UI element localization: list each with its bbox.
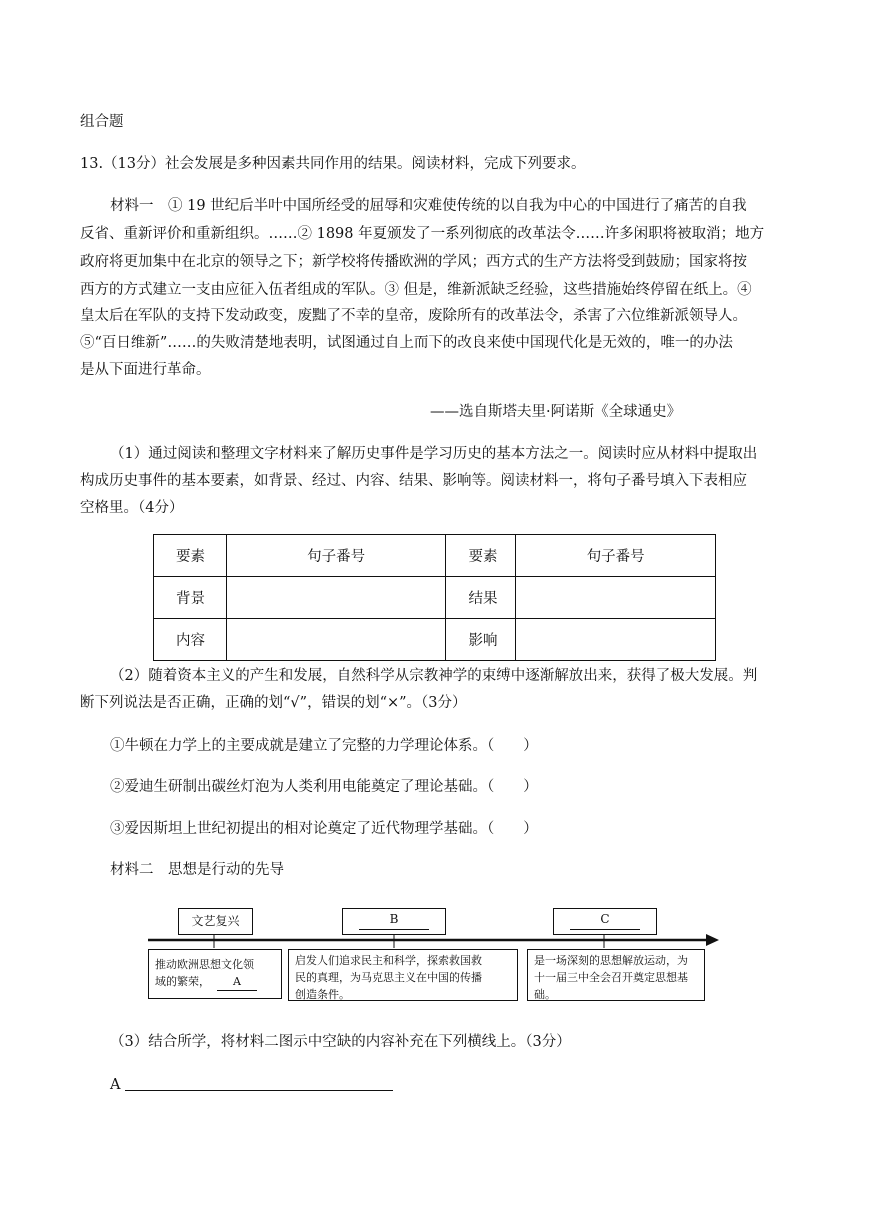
table-row [154,577,716,619]
table-header-cell: 要素 [154,535,227,577]
bottom-box-line: 启发人们追求民主和科学，探索救国救 [295,954,482,967]
table-cell-label: 影响 [446,619,516,661]
bottom-box-b [288,949,518,1001]
table-cell-label: 背景 [154,577,227,619]
blank-c-label: C [570,909,640,930]
table-header-row [154,535,716,577]
material1-line: 西方的方式建立一支由应征入伍者组成的军队。③ 但是，维新派缺乏经验，这些措施始终停留在纸上。④ [80,282,752,298]
table-cell-label: 内容 [154,619,227,661]
table-header-cell: 句子番号 [516,535,716,577]
material2-title: 材料二 思想是行动的先导 [110,862,284,878]
source-attribution: ——选自斯塔夫里·阿诺斯《全球通史》 [430,404,682,420]
bottom-box-line: 民的真理，为马克思主义在中国的传播 [295,971,482,984]
table-row [154,619,716,661]
section-title: 组合题 [80,114,124,130]
bottom-box-c [527,949,705,1001]
material1-line: ⑤“百日维新”……的失败清楚地表明，试图通过自上而下的改良来使中国现代化是无效的，唯一的办法 [80,335,733,351]
material1-line: 皇太后在军队的支持下发动政变，废黜了不幸的皇帝，废除所有的改革法令，杀害了六位维新派领导人。 [80,308,747,324]
table-header-cell: 要素 [446,535,516,577]
part1-line: 构成历史事件的基本要素，如背景、经过、内容、结果、影响等。阅读材料一，将句子番号填入下表相应 [80,473,747,489]
part2-line: （2）随着资本主义的产生和发展，自然科学从宗教神学的束缚中逐渐解放出来，获得了极大发展。判 [110,668,758,684]
part1-line: （1）通过阅读和整理文字材料来了解历史事件是学习历史的基本方法之一。阅读时应从材料中提取出 [110,446,758,462]
bottom-box-line: 十一届三中全会召开奠定思想基 [534,971,688,984]
statement-2: ②爱迪生研制出碳丝灯泡为人类利用电能奠定了理论基础。（ ） [110,779,538,795]
statement-3: ③爱因斯坦上世纪初提出的相对论奠定了近代物理学基础。（ ） [110,821,538,837]
table-cell-label: 结果 [446,577,516,619]
blank-a-label: A [217,973,257,991]
table-cell-blank[interactable] [516,619,716,661]
bottom-box-renaissance [148,949,282,999]
table-cell-blank[interactable] [226,619,446,661]
bottom-box-line: 础。 [534,988,556,1001]
bottom-box-text: 域的繁荣， [155,975,210,988]
top-box-renaissance: 文艺复兴 [178,908,253,935]
material1-line: 是从下面进行革命。 [80,362,211,378]
answer-table [153,534,716,661]
part1-line: 空格里。（4分） [80,500,184,516]
top-box-b [342,908,446,935]
blank-b-label: B [359,909,429,930]
table-cell-blank[interactable] [226,577,446,619]
bottom-box-line: 推动欧洲思想文化领 [155,958,254,971]
top-box-c [553,908,657,935]
question-header: 13.（13分）社会发展是多种因素共同作用的结果。阅读材料，完成下列要求。 [80,156,586,172]
part2-line: 断下列说法是否正确，正确的划“√”，错误的划“×”。（3分） [80,695,467,711]
material1-line: 反省、重新评价和重新组织。……② 1898 年夏颁发了一系列彻底的改革法令……许多闲职将被取消；地方 [80,226,765,242]
statement-1: ①牛顿在力学上的主要成就是建立了完整的力学理论体系。（ ） [110,738,538,754]
table-header-cell: 句子番号 [226,535,446,577]
bottom-box-line [155,973,281,991]
bottom-box-line: 创造条件。 [295,988,350,1001]
answer-a-line[interactable] [125,1090,393,1091]
bottom-box-line: 是一场深刻的思想解放运动，为 [534,954,688,967]
part3-instructions: （3）结合所学，将材料二图示中空缺的内容补充在下列横线上。（3分） [110,1034,571,1050]
material1-line: 材料一 ① 19 世纪后半叶中国所经受的屈辱和灾难使传统的以自我为中心的中国进行了痛苦的自我 [110,198,747,214]
table-cell-blank[interactable] [516,577,716,619]
material1-line: 政府将更加集中在北京的领导之下；新学校将传播欧洲的学风；西方式的生产方法将受到鼓励；国家将按 [80,254,747,270]
answer-a-label: A [110,1077,121,1093]
